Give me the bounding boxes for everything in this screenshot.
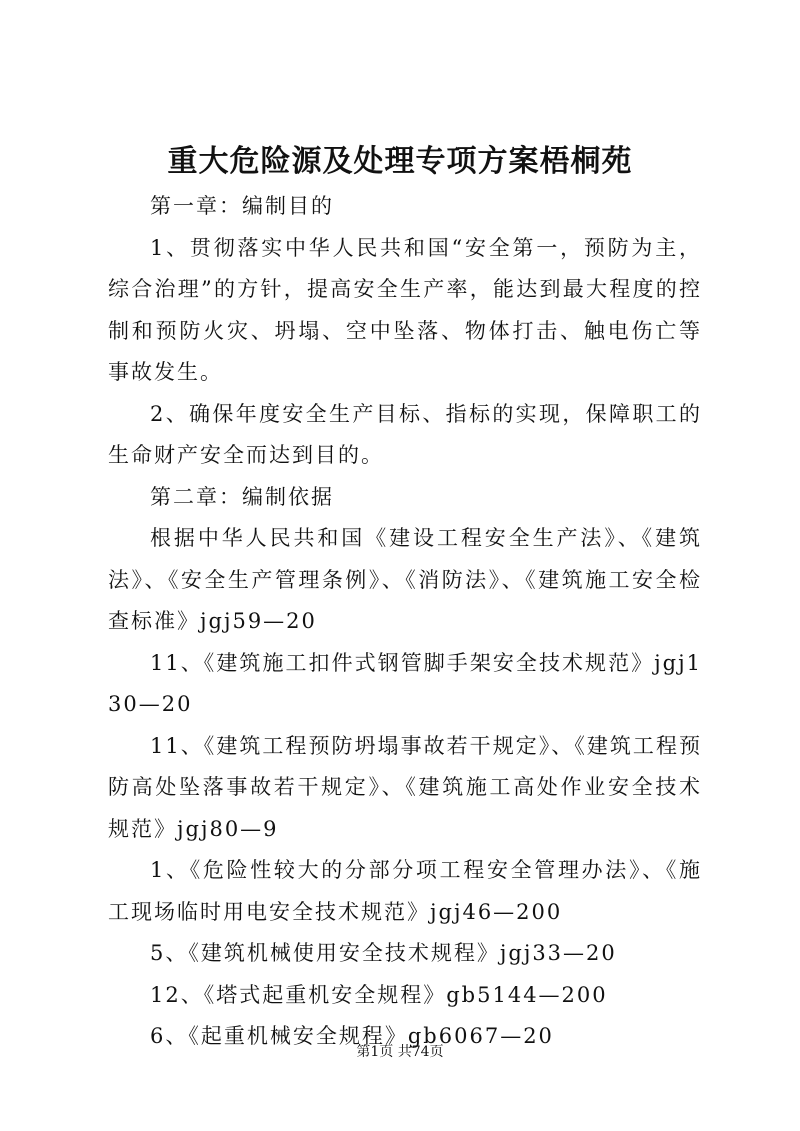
- paragraph-purpose-1: 1、贯彻落实中华人民共和国“安全第一，预防为主，综合治理”的方针，提高安全生产率，能达到最大程度的控制和预防火灾、坍塌、空中坠落、物体打击、触电伤亡等事故发生。: [108, 235, 702, 384]
- paragraph-purpose-2: 2、确保年度安全生产目标、指标的实现，保障职工的生命财产安全而达到目的。: [108, 401, 702, 467]
- paragraph-basis-hazard: 1、《危险性较大的分部分项工程安全管理办法》、《施工现场临时用电安全技术规范》jgj46—200: [108, 858, 702, 924]
- paragraph-basis-scaffold: 11、《建筑施工扣件式钢管脚手架安全技术规范》jgj130—20: [108, 650, 702, 716]
- document-title: 重大危险源及处理专项方案梧桐苑: [167, 144, 633, 179]
- paragraph-basis-lifting: 6、《起重机械安全规程》gb6067—20: [150, 1024, 554, 1048]
- paragraph-basis-tower-crane: 12、《塔式起重机安全规程》gb5144—200: [150, 982, 608, 1007]
- chapter-heading-purpose: 第一章：编制目的: [150, 194, 334, 218]
- page-number-footer: 第1页 共74页: [356, 1044, 444, 1060]
- paragraph-basis-collapse: 11、《建筑工程预防坍塌事故若干规定》、《建筑工程预防高处坠落事故若干规定》、《建筑施工高处作业安全技术规范》jgj80—9: [108, 733, 702, 841]
- paragraph-basis-laws: 根据中华人民共和国《建设工程安全生产法》、《建筑法》、《安全生产管理条例》、《消防法》、《建筑施工安全检查标准》jgj59—20: [108, 526, 702, 633]
- paragraph-basis-machinery: 5、《建筑机械使用安全技术规程》jgj33—20: [150, 941, 617, 965]
- chapter-heading-basis: 第二章：编制依据: [150, 484, 334, 509]
- document-body: [108, 186, 702, 1058]
